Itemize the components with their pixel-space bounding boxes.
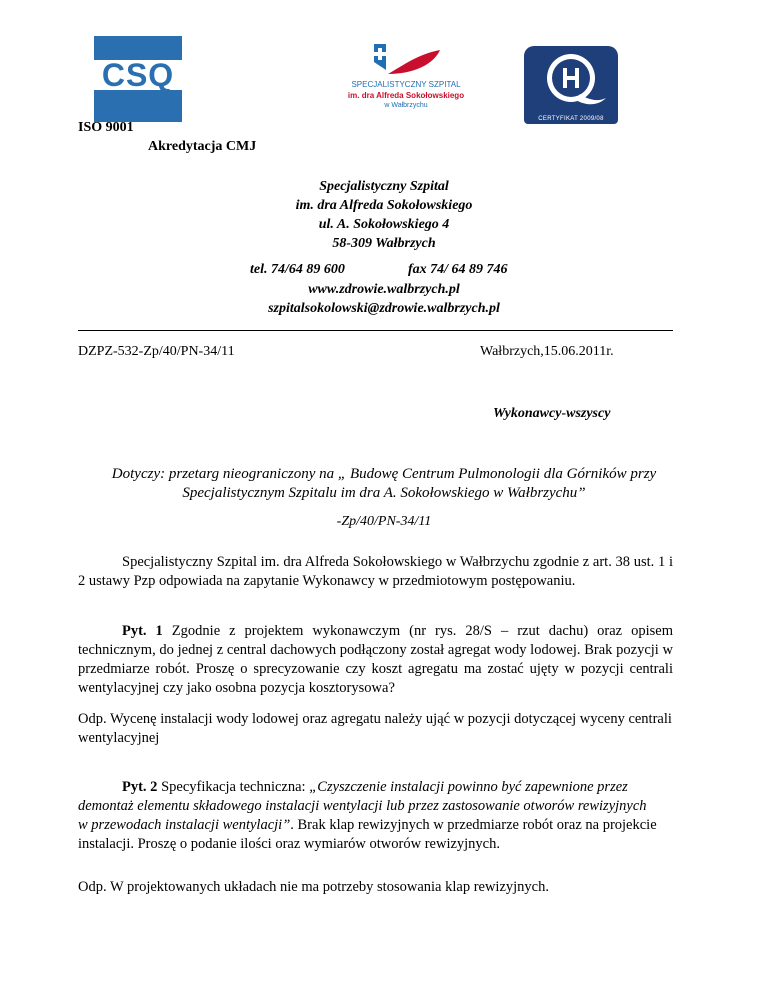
phone-number: tel. 74/64 89 600 bbox=[250, 262, 345, 277]
answer-2: Odp. W projektowanych układach nie ma potrzeby stosowania klap rewizyjnych. bbox=[78, 879, 549, 895]
document-signature: DZPZ-532-Zp/40/PN-34/11 bbox=[78, 344, 235, 359]
hospital-logo-line2: im. dra Alfreda Sokołowskiego bbox=[347, 91, 465, 100]
subject-line2: Specjalistycznym Szpitalu im dra A. Sokołowskiego w Wałbrzychu” bbox=[182, 485, 586, 501]
question-1-text: Zgodnie z projektem wykonawczym (nr rys. 28/S – rzut dachu) oraz opisem technicznym, do jednej z central dachowych podłączony został agregat wody lodowej. Brak pozycji w przedmiarze robót. Proszę o sprecyzowanie czy koszt agregatu ma zostać ujęty w pozycji centrali wentylacyjnej czy jako osobna pozycja kosztorysowa? bbox=[78, 623, 674, 696]
question-2-quote-a: „Czyszczenie instalacji powinno być zapewnione przez demontaż elementu składowego instalacji wentylacji lub przez zastosowanie otworów rewizyjnych bbox=[78, 779, 647, 814]
csq-logo bbox=[94, 36, 182, 122]
recipients: Wykonawcy-wszyscy bbox=[493, 406, 611, 421]
website-link[interactable]: www.zdrowie.walbrzych.pl bbox=[308, 282, 460, 297]
question-2 bbox=[78, 778, 673, 854]
place-date: Wałbrzych,15.06.2011r. bbox=[480, 344, 614, 359]
quality-certificate-logo bbox=[524, 46, 618, 124]
accreditation-label: Akredytacja CMJ bbox=[148, 139, 257, 154]
iso-label: ISO 9001 bbox=[78, 120, 134, 135]
hospital-logo-line3: w Wałbrzychu bbox=[384, 102, 428, 109]
question-2-rest: . Brak klap rewizyjnych w przedmiarze robót oraz na projekcie instalacji. Proszę o podanie ilości oraz wymiarów otworów rewizyjnych. bbox=[78, 817, 657, 852]
address-line3: ul. A. Sokołowskiego 4 bbox=[318, 217, 450, 232]
csq-logo-text: CSQ bbox=[101, 57, 175, 93]
hospital-logo-line1: SPECJALISTYCZNY SZPITAL bbox=[351, 80, 461, 89]
answer-1: Odp. Wycenę instalacji wody lodowej oraz agregatu należy ująć w pozycji dotyczącej wyceny centrali wentylacyjnej bbox=[78, 711, 672, 746]
address-line1: Specjalistyczny Szpital bbox=[319, 179, 449, 194]
question-2-label: Pyt. 2 bbox=[122, 779, 158, 795]
certificate-caption: CERTYFIKAT 2009/08 bbox=[538, 116, 604, 122]
fax-number: fax 74/ 64 89 746 bbox=[408, 262, 508, 277]
certificate-q-icon bbox=[524, 46, 618, 114]
intro-paragraph: Specjalistyczny Szpital im. dra Alfreda Sokołowskiego w Wałbrzychu zgodnie z art. 38 ust. 1 i 2 ustawy Pzp odpowiada na zapytanie Wykonawcy w przedmiotowym postępowaniu. bbox=[78, 554, 673, 589]
email-link[interactable]: szpitalsokolowski@zdrowie.walbrzych.pl bbox=[268, 301, 500, 316]
question-1-label: Pyt. 1 bbox=[122, 623, 163, 639]
header-divider bbox=[78, 330, 673, 331]
question-1 bbox=[78, 622, 673, 698]
address-line4: 58-309 Wałbrzych bbox=[332, 236, 436, 251]
hospital-emblem-icon bbox=[322, 40, 490, 80]
question-2-quote-b: w przewodach instalacji wentylacji” bbox=[78, 817, 291, 833]
subject-code: -Zp/40/PN-34/11 bbox=[336, 514, 432, 529]
hospital-logo bbox=[322, 40, 490, 122]
address-line2: im. dra Alfreda Sokołowskiego bbox=[295, 198, 473, 213]
subject-line1: Dotyczy: przetarg nieograniczony na „ Budowę Centrum Pulmonologii dla Górników przy bbox=[111, 466, 657, 482]
question-2-prefix: Specyfikacja techniczna: bbox=[157, 779, 310, 795]
